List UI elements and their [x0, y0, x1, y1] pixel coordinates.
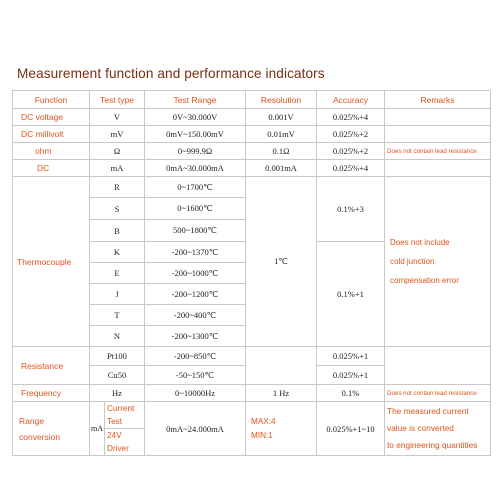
function-cell: Frequency — [13, 385, 90, 402]
accuracy-cell: 0.025%+2 — [317, 126, 385, 143]
function-cell: DC — [13, 160, 90, 177]
test-range-cell: 0~1700℃ — [145, 177, 246, 198]
resolution-cell: 1 Hz — [246, 385, 317, 402]
test-type-cell: T — [90, 305, 145, 326]
function-cell — [13, 402, 90, 456]
test-type-cell: J — [90, 284, 145, 305]
test-range-cell: 0V~30.000V — [145, 109, 246, 126]
unit-cell: mA — [90, 402, 105, 456]
test-range-cell: -200~1000℃ — [145, 263, 246, 284]
remarks-cell — [385, 347, 491, 385]
header-function: Function — [13, 91, 90, 109]
header-resolution: Resolution — [246, 91, 317, 109]
accuracy-cell: 0.1%+3 — [317, 177, 385, 242]
performance-table — [12, 90, 491, 456]
remark-line: to engineering quantities — [387, 440, 478, 450]
table-row — [13, 126, 491, 143]
table-row — [13, 143, 491, 160]
resolution-cell: 0.001V — [246, 109, 317, 126]
resolution-line: MIN:1 — [251, 430, 273, 440]
test-range-cell: -200~1200℃ — [145, 284, 246, 305]
sub-line: Test — [107, 417, 123, 426]
resolution-line: MAX:4 — [251, 416, 276, 426]
header-test-type: Test type — [90, 91, 145, 109]
table-row — [13, 385, 491, 402]
test-range-cell: -200~1300℃ — [145, 326, 246, 347]
remarks-cell — [385, 109, 491, 126]
function-cell: Thermocouple — [13, 177, 90, 347]
table-row — [13, 109, 491, 126]
resolution-cell: 0.01mV — [246, 126, 317, 143]
remarks-cell — [385, 126, 491, 143]
function-line: conversion — [19, 431, 61, 442]
test-range-cell: -200~400℃ — [145, 305, 246, 326]
header-accuracy: Accuracy — [317, 91, 385, 109]
remark-line: Does not include — [390, 238, 450, 247]
test-type-cell: Pt100 — [90, 347, 145, 366]
driver-cell — [105, 429, 145, 456]
remarks-cell: Does not contain lead resistance — [385, 385, 491, 402]
test-type-cell: E — [90, 263, 145, 284]
header-row — [13, 91, 491, 109]
test-range-cell: 0~1600℃ — [145, 198, 246, 220]
accuracy-cell: 0.025%+1 — [317, 366, 385, 385]
test-type-cell: R — [90, 177, 145, 198]
test-type-cell: N — [90, 326, 145, 347]
remark-line: cold junction — [390, 257, 435, 266]
remark-line: compensation error — [390, 276, 459, 285]
header-test-range: Test Range — [145, 91, 246, 109]
table-row — [13, 160, 491, 177]
remarks-cell — [385, 160, 491, 177]
resolution-cell — [246, 402, 317, 456]
test-range-cell: -50~150℃ — [145, 366, 246, 385]
function-cell: ohm — [13, 143, 90, 160]
test-type-cell: mA — [90, 160, 145, 177]
table-row — [13, 402, 491, 429]
sub-line: Driver — [107, 444, 129, 453]
test-range-cell: -200~1370℃ — [145, 242, 246, 263]
function-cell: DC voltage — [13, 109, 90, 126]
test-type-cell: K — [90, 242, 145, 263]
test-range-cell: 0mA~30.000mA — [145, 160, 246, 177]
resolution-cell — [246, 347, 317, 385]
test-type-cell: V — [90, 109, 145, 126]
accuracy-cell: 0.1%+1 — [317, 242, 385, 347]
accuracy-cell: 0.025%+4 — [317, 160, 385, 177]
test-type-cell: Hz — [90, 385, 145, 402]
function-cell: DC millivolt — [13, 126, 90, 143]
resolution-cell: 0.001mA — [246, 160, 317, 177]
accuracy-cell: 0.025%+2 — [317, 143, 385, 160]
test-range-cell: -200~850℃ — [145, 347, 246, 366]
remarks-cell — [385, 402, 491, 456]
remarks-cell: Does not contain lead resistance — [385, 143, 491, 160]
accuracy-cell: 0.025%+4 — [317, 109, 385, 126]
test-range-cell: 0mV~150.00mV — [145, 126, 246, 143]
table-row — [13, 347, 491, 366]
test-type-cell: mV — [90, 126, 145, 143]
remarks-cell — [385, 177, 491, 347]
header-remarks: Remarks — [385, 91, 491, 109]
remark-line: The measured current — [387, 406, 469, 416]
page-title: Measurement function and performance indicators — [17, 66, 325, 81]
accuracy-cell: 0.025%+1 — [317, 347, 385, 366]
function-line: Range — [19, 415, 45, 426]
function-cell: Resistance — [13, 347, 90, 385]
resolution-cell: 1℃ — [246, 177, 317, 347]
current-test-cell — [105, 402, 145, 429]
test-type-cell: Cu50 — [90, 366, 145, 385]
remark-line: value is converted — [387, 423, 454, 433]
test-range-cell: 0~999.9Ω — [145, 143, 246, 160]
test-range-cell: 500~1800℃ — [145, 220, 246, 242]
accuracy-cell: 0.025%+1~10 — [317, 402, 385, 456]
test-type-cell: B — [90, 220, 145, 242]
test-type-cell: S — [90, 198, 145, 220]
test-range-cell: 0~10000Hz — [145, 385, 246, 402]
sub-line: 24V — [107, 431, 122, 440]
accuracy-cell: 0.1% — [317, 385, 385, 402]
resolution-cell: 0.1Ω — [246, 143, 317, 160]
sub-line: Current — [107, 404, 135, 413]
test-type-cell: Ω — [90, 143, 145, 160]
test-range-cell: 0mA~24.000mA — [145, 402, 246, 456]
table-row — [13, 177, 491, 198]
